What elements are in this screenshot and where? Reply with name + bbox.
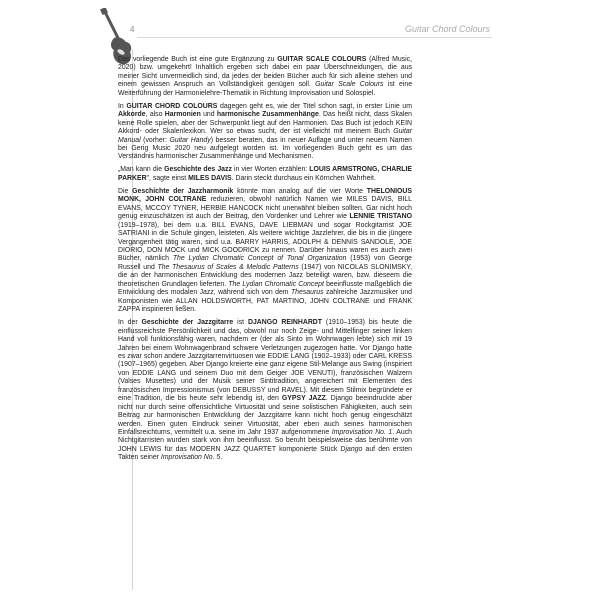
running-title: Guitar Chord Colours <box>404 24 490 34</box>
paragraph <box>118 103 412 162</box>
text-run: harmonische Zusammenhänge <box>216 111 319 119</box>
paragraph <box>118 166 412 183</box>
body-text <box>118 56 412 467</box>
text-run: Geschichte des Jazz <box>164 166 232 174</box>
text-run: GUITAR CHORD COLOURS <box>126 102 218 110</box>
text-run: ", sagte einst <box>146 174 189 182</box>
text-run: Improvisation No. 5 <box>160 454 221 462</box>
text-run: Geschichte der Jazzgitarre <box>141 319 234 327</box>
page-number: 4 <box>130 25 135 34</box>
text-run: (vorher: <box>140 136 170 144</box>
text-run: . Das heißt nicht, dass Skalen keine Rolle spielen, aber der Schwerpunkt liegt auf den Harmonien. Das Buch ist jedoch KEIN Akkord- oder Skalenlexikon. Wer so etwas sucht, der ist vielleicht mit meinem Buch <box>118 111 412 136</box>
text-run: ) besser beraten, das in neuer Auflage und unter neuem Namen bei Gerig Music 2020 neu aufgelegt worden ist. Im vorliegenden Buch geht es um das Verständnis harmonischer Zusammenhänge und Mechanismen. <box>118 136 412 161</box>
paragraph <box>118 319 412 463</box>
text-run: Geschichte der Jazzharmonik <box>132 187 234 195</box>
text-run: LOUIS ARMSTRONG, CHARLIE PARKER <box>118 166 412 182</box>
text-run: The Lydian Chromatic Concept <box>228 280 324 288</box>
text-run: Thesaurus <box>290 289 324 297</box>
text-run: ist <box>233 319 248 327</box>
text-run: . Darin steckt durchaus ein Körnchen Wahrheit. <box>231 174 376 182</box>
text-run: (Alfred Music, 2020) bzw. umgekehrt! Inhaltlich ergeben sich dabei ein paar Überschneidungen, die aus meiner Sicht unvermeidlich sind, da jedes der beiden Bücher auch für sich alleine stehen und einem gewissen Anspruch an Vollständigkeit genügen soll. <box>118 56 412 89</box>
text-run: ist eine Weiterführung der Harmonielehre-Thematik in Richtung Improvisation und Solospiel. <box>118 81 413 97</box>
text-run: Guitar Scale Colours <box>315 81 384 89</box>
text-run: . <box>220 454 223 462</box>
text-run: Das vorliegende Buch ist eine gute Ergänzung zu <box>118 56 278 63</box>
text-run: Improvisation No. 1 <box>331 429 393 437</box>
text-run: und <box>200 111 217 119</box>
text-run: (1947) von NICOLAS SLONIMSKY, die an der harmonischen Entwicklung des modernen Jazz beteiligt waren, bzw. dieseem die theoretischen Grundlagen lieferten. <box>118 263 412 288</box>
text-run: , also <box>145 111 165 119</box>
text-run: zahlreiche Jazzmusiker und Komponisten wie ALLAN HOLDSWORTH, PAT MARTINO, JOHN COLTRANE und FRANK ZAPPA inspirieren ließen. <box>118 289 412 314</box>
text-run: In der <box>118 319 142 327</box>
text-run: (1919–1978), bei dem u.a. BILL EVANS, DAVE LIEBMAN und sogar Rockgitarrist JOE SATRIANI in die Schule gingen, leisteten. Als weitere wichtige Jazzlehrer, die bis in die jüngere Vergangenheit tätig waren, sind u.a. BARRY HARRIS, ADOLPH & DENNIS SANDOLE, JOE DIORIO, DON MOCK und MICK GOODRICK zu nennen. Darüber hinaus waren es auch zwei Bücher, nämlich <box>118 221 412 263</box>
text-run: The Lydian Chromatic Concept of Tonal Organization <box>172 255 347 263</box>
text-run: In <box>118 102 127 110</box>
text-run: The Thesaurus of Scales & Melodic Patterns <box>157 263 299 271</box>
text-run: GUITAR SCALE COLOURS <box>277 56 367 63</box>
text-run: Harmonien <box>164 111 201 119</box>
text-run: THELONIOUS MONK, JOHN COLTRANE <box>118 187 412 204</box>
text-run: dagegen geht es, wie der Titel schon sagt, in erster Linie um <box>217 102 412 110</box>
text-run: Guitar Manual <box>118 128 412 144</box>
text-run: auf den ersten Takten seiner <box>118 445 412 462</box>
text-run: Guitar Handy <box>169 136 211 144</box>
text-run: DJANGO REINHARDT <box>248 319 322 327</box>
text-run: GYPSY JAZZ <box>281 395 326 403</box>
text-run: beeinflusste maßgeblich die Entwicklung des modalen Jazz, während sich von dem <box>118 280 412 297</box>
text-run: Die <box>118 187 133 195</box>
text-run: reduzieren, obwohl natürlich Namen wie MILES DAVIS, BILL EVANS, MCCOY TYNER, HERBIE HANCOCK nicht unerwähnt bleiben sollten. Gar nicht hoch genug einzuschätzen ist auch der Beitrag, den Vordenker und Lehrer wie <box>118 196 412 221</box>
text-run: „Man kann die <box>118 166 165 174</box>
text-run: in vier Worten erzählen: <box>231 166 310 174</box>
text-run: könnte man analog auf die vier Worte <box>233 187 367 195</box>
text-run: (1910–1953) bis heute die einflussreichste Persönlichkeit und das, obwohl nur noch Zeige- und Mittelfinger seiner linken Hand voll funktionsfähig waren, nachdem er (der als Sinto im Wohnwagen lebte) sich mit 19 Jahren bei einem Wohnwagenbrand schwere Verletzungen zugezogen hatte. Vor Django hatte es zwar schon andere Jazzgitarrenvirtuosen wie EDDIE LANG (1902–1933) oder CARL KRESS (1907–1965) gegeben. Aber Django kreierte eine ganz eigene Stil-Melange aus Swing (inspiriert von EDDIE LANG und seinem Duo mit dem Geiger JOE VENUTI), französischen Walzern (Valses Musettes) und der Musik seiner Sintitradition, angereichert mit Elementen des französischen Impressionismus (von DEBUSSY und RAVEL). Mit diesem Stilmix begründete er eine Tradition, die bis heute sehr lebendig ist, den <box>118 319 412 403</box>
paragraph <box>118 188 412 315</box>
text-run: (1953) von George Russell und <box>118 255 412 271</box>
header-rule <box>137 37 492 38</box>
text-run: Django <box>340 445 363 453</box>
text-run: LENNIE TRISTANO <box>349 213 412 221</box>
text-run: . Django beeindruckte aber nicht nur durch seine offensichtliche Virtuosität und seine solistischen Fähigkeiten, auch sein Beitrag zur harmonischen Entwicklung der Jazzgitarre kann nicht hoch genug eingeschätzt werden. Einen guten Eindruck seiner Virtuosität, aber eben auch seines harmonischen Einfallsreichtums, vermittelt u.a. seine im Jahr 1937 aufgenommene <box>118 395 413 437</box>
text-run: . Auch Nichtgitarristen wurden stark von ihm beeinflusst. So beruht beispielsweise das berühmte von JOHN LEWIS für das MODERN JAZZ QUARTET komponierte Stück <box>118 429 412 453</box>
text-run: MILES DAVIS <box>188 174 232 182</box>
text-run: Akkorde <box>118 111 146 119</box>
paragraph <box>118 56 412 98</box>
